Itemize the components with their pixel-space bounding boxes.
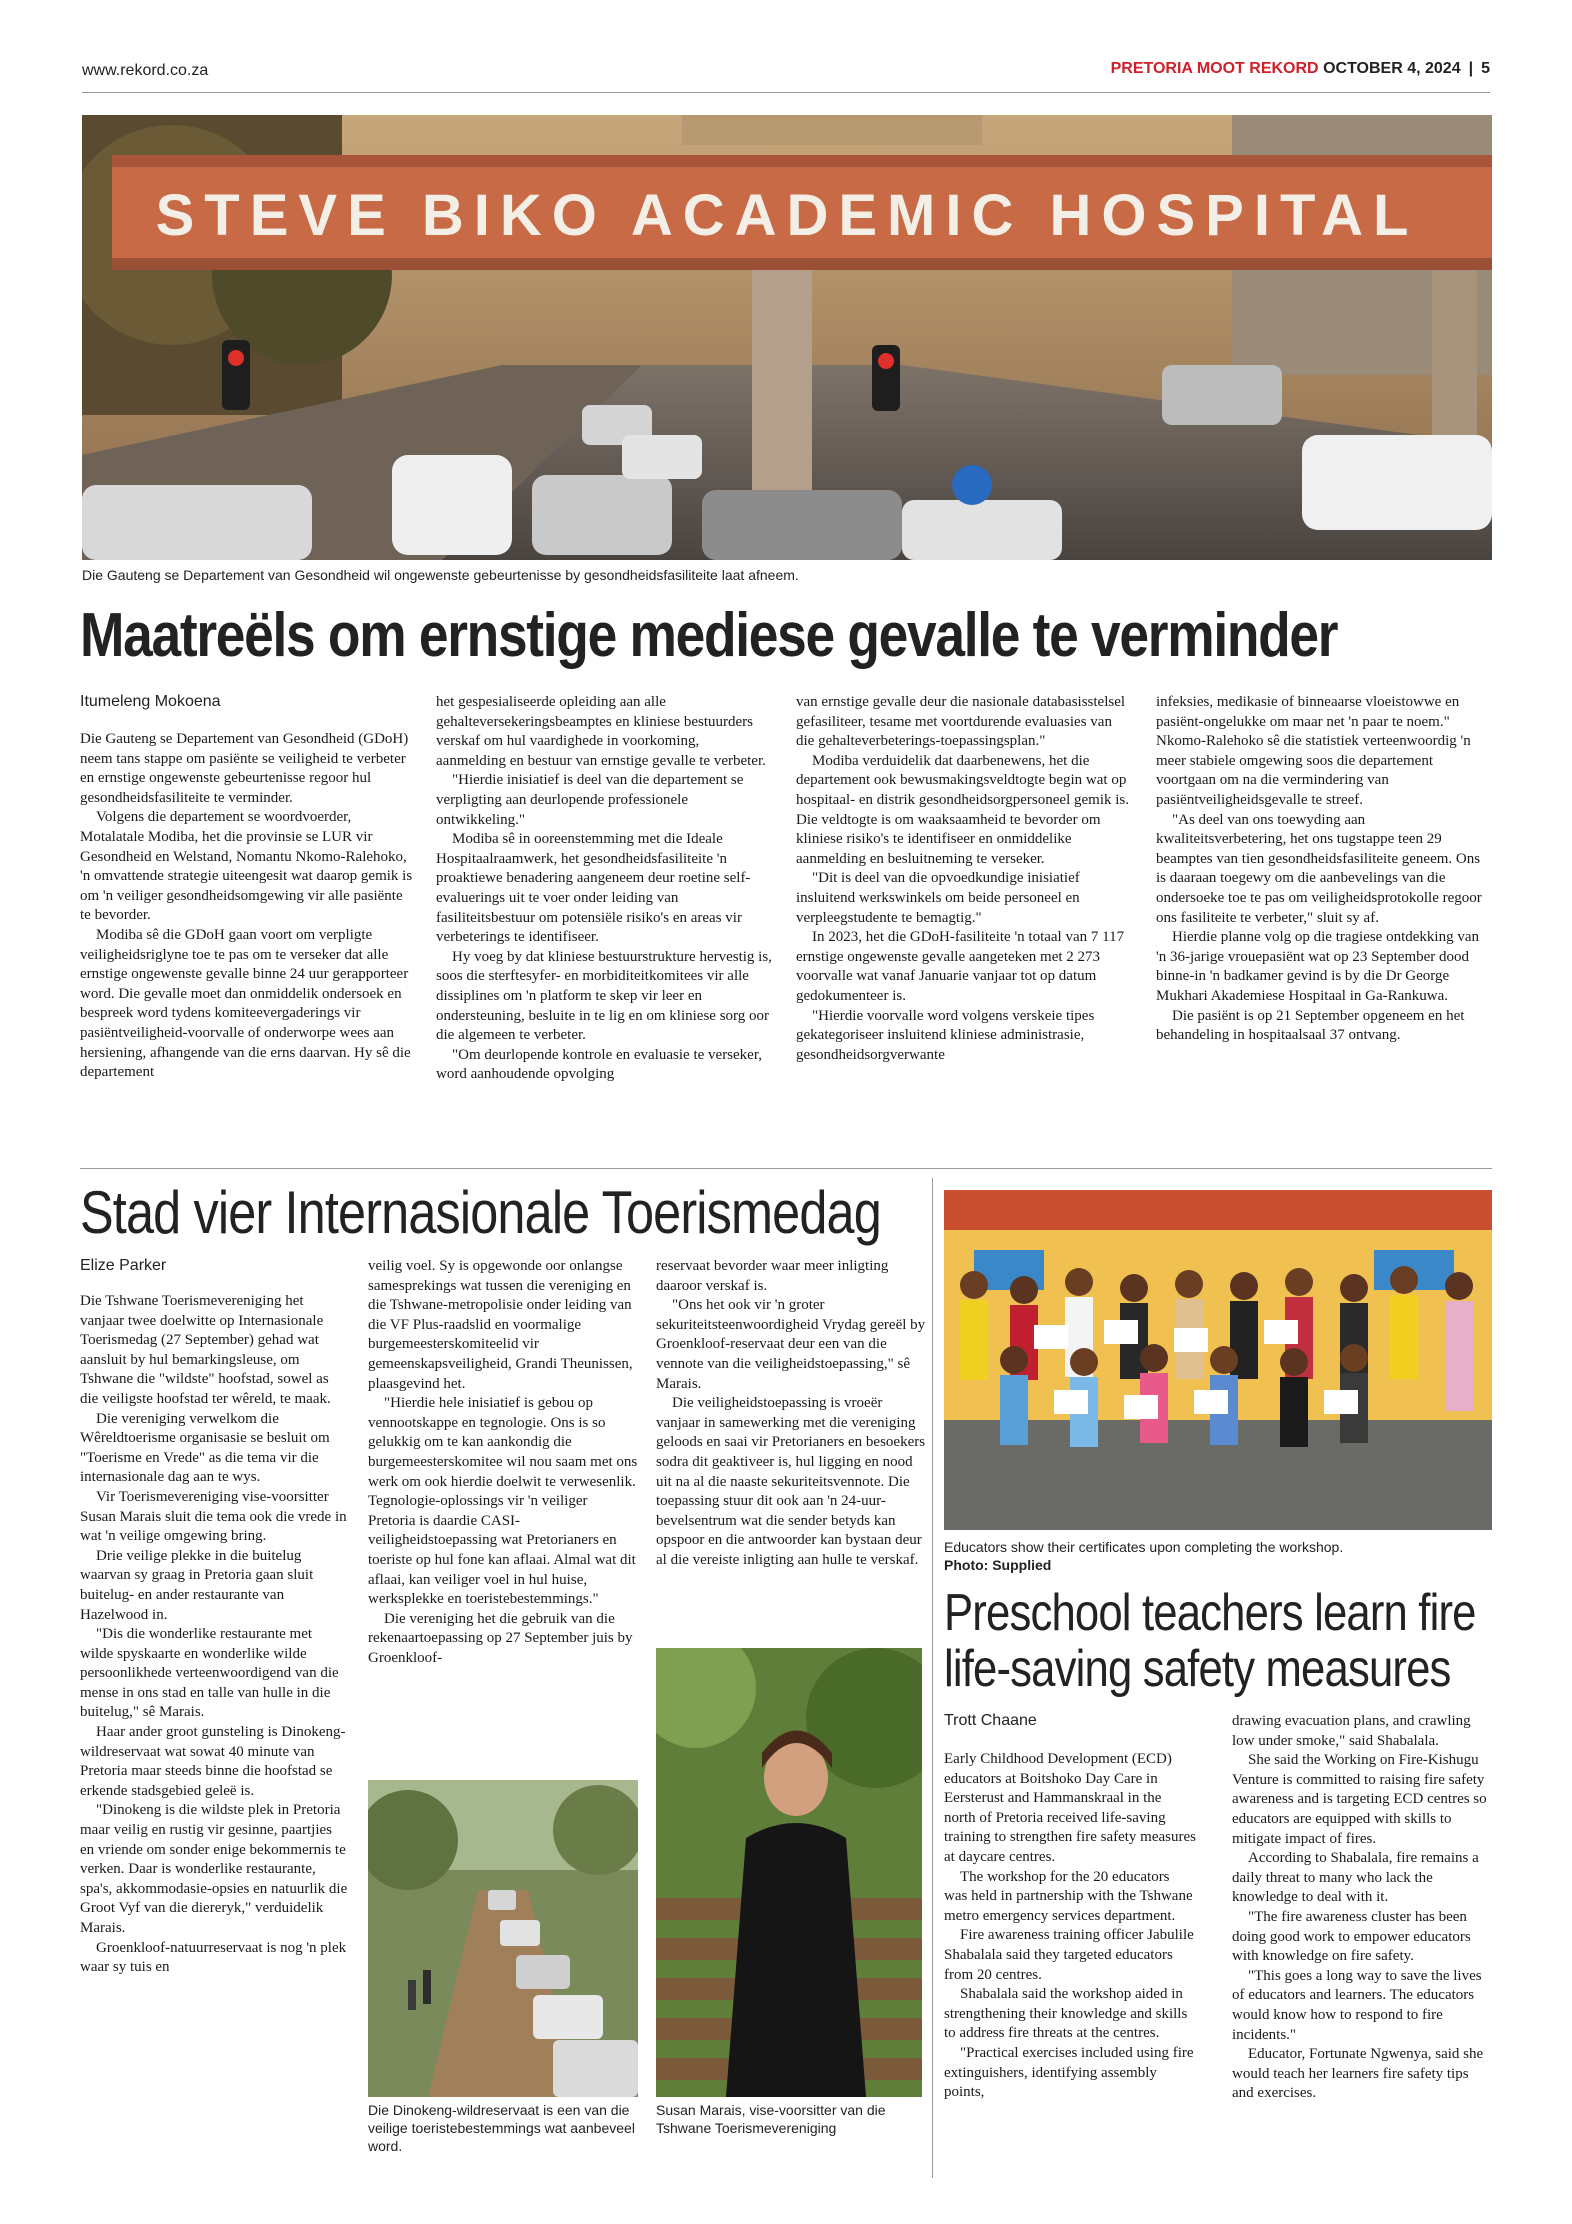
paragraph: She said the Working on Fire-Kishugu Venture is committed to raising fire safety awareness and is targeting ECD centres so educators are equipped with skills to mitigate impact of fires. — [1232, 1752, 1487, 1847]
paragraph: reservaat bevorder waar meer inligting daaroor verskaf is. — [656, 1258, 889, 1294]
paragraph: Haar ander groot gunsteling is Dinokeng-wildreservaat wat sowat 40 minute van Pretoria maar steeds binne die hoofstad se erkende stadsgebied geleë is. — [80, 1724, 346, 1799]
paragraph: Modiba sê die GDoH gaan voort om verpligte veiligheidsriglyne toe te pas om te verseker dat alle ernstige ongewenste gevalle binne 24 uur gerapporteer word. Die gevalle moet dan onmiddelik ondersoek en bespreek word tydens komiteevergaderings vir pasiëntveiligheid-voorvalle of onderworpe wees aan hersiening, afhangende van die erns daarvan. Hy sê die departement — [80, 926, 411, 1081]
fire-column-2 — [1232, 1712, 1492, 2104]
main-byline: Itumeleng Mokoena — [80, 693, 221, 710]
hospital-sign-text: STEVE BIKO ACADEMIC HOSPITAL — [155, 183, 1419, 248]
paragraph: veilig voel. Sy is opgewonde oor onlangse samesprekings wat tussen die vereniging en die Tshwane-metropolisie onder leiding van die VF Plus-raadslid en voormalige burgemeesterskomiteelid vir gemeenskapsveiligheid, Grandi Theunissen, plaasgevind het. — [368, 1258, 633, 1392]
paragraph: Groenkloof-natuurreservaat is nog 'n plek waar sy tuis en — [80, 1939, 347, 1976]
tourism-column-3 — [656, 1257, 926, 1571]
hospital-photo-caption: Die Gauteng se Departement van Gesondheid wil ongewenste gebeurtenisse by gesondheidsfasiliteite laat afneem. — [82, 567, 799, 583]
fire-byline: Trott Chaane — [944, 1712, 1037, 1729]
paragraph: Shabalala said the workshop aided in strengthening their knowledge and skills to address fire threats at the centres. — [944, 1986, 1188, 2042]
dinokeng-photo — [368, 1780, 638, 2097]
paragraph: "Hierdie inisiatief is deel van die departement se verpligting aan deurlopende professionele ontwikkeling." — [436, 772, 744, 828]
paragraph: "Hierdie hele inisiatief is gebou op vennootskappe en tegnologie. Ons is so gelukkig om te kan aankondig die burgemeesterskomitee wil nou saam met ons werk om ook hierdie doelwit te verwesenlik. Tegnologie-oplossings vir 'n veiliger Pretoria is daardie CASI-veiligheidstoepassing wat Pretorianers en toeriste op hul fone kan aflaai. Almal wat dit aflaai, kan veiliger voel in hul huise, werksplekke en toeristebestemmings." — [368, 1395, 638, 1608]
paragraph: Volgens die departement se woordvoerder, Motalatale Modiba, het die provinsie se LUR vir Gesondheid en Welstand, Nomantu Nkomo-Ralehoko, 'n omvattende strategie uiteengesit wat daarop gemik is om 'n veiliger gesondheidsomgewing vir alle pasiënte te bevorder. — [80, 809, 413, 924]
susan-marais-caption: Susan Marais, vise-voorsitter van die Tshwane Toerismevereniging — [656, 2102, 886, 2136]
paragraph: Modiba verduidelik dat daarbenewens, het die departement ook bewusmakingsveldtogte begin wat op hospitaal- en distrik gesondheidsorgpersoneel gemik is. Die veldtogte is om waaksaamheid te bevorder om kliniese risiko's te identifiseer en onmiddelike aanmelding en besluitneming te verseker. — [796, 752, 1129, 867]
paragraph: het gespesialiseerde opleiding aan alle gehalteversekeringsbeamptes en kliniese bestuurders verskaf om hul vaardighede in voorkoming, aanmelding en bestuur van ernstige gevalle te verbeter. — [436, 694, 766, 769]
dinokeng-photo-caption: Die Dinokeng-wildreservaat is een van die veilige toeristebestemmings wat aanbeveel word. — [368, 2102, 635, 2154]
issue-date: OCTOBER 4, 2024 — [1323, 60, 1461, 77]
column-divider — [932, 1178, 933, 2178]
paragraph: "Dinokeng is die wildste plek in Pretoria maar veilig en rustig vir gesinne, paartjies en vriende om sonder enige bekommernis te verken. Daar is wonderlike restaurante, spa's, akkommodasie-opsies en natuurlik die Groot Vyf van die diereryk," verduidelik Marais. — [80, 1802, 348, 1936]
main-column-1 — [80, 730, 416, 1083]
photo-credit: Photo: Supplied — [944, 1557, 1052, 1573]
fire-column-1 — [944, 1750, 1196, 2103]
tourism-headline: Stad vier Internasionale Toerismedag — [80, 1179, 881, 1246]
paragraph: "Ons het ook vir 'n groter sekuriteitsteenwoordigheid Vrydag gereël by Groenkloof-reservaat deur een van die vennote van die veiligheidstoepassing," sê Marais. — [656, 1297, 926, 1392]
paragraph: In 2023, het die GDoH-fasiliteite 'n totaal van 7 117 ernstige ongewenste gevalle aangeteken met 2 273 voorvalle wat vanaf Januarie vanjaar tot op datum gedokumenteer is. — [796, 929, 1125, 1004]
paragraph: Hy voeg by dat kliniese bestuurstrukture hervestig is, soos die sterftesyfer- en morbiditeitkomitees vir alle dissiplines om 'n platform te skep vir leer en ondersteuning, besluite in te lig en om kliniese sorg oor die algemeen te verbeter. — [436, 948, 772, 1044]
paragraph: "Dit is deel van die opvoedkundige inisiatief insluitend werkswinkels om beide personeel en verpleegstudente te bemagtig." — [796, 870, 1080, 926]
paragraph: "Dis die wonderlike restaurante met wilde spyskaarte en wonderlike wilde persoonlikhede verteenwoordigend van die mense in ons stad en talle van hulle in die buitelug," sê Marais. — [80, 1626, 339, 1721]
paragraph: Die vereniging het die gebruik van die rekenaartoepassing op 27 September juis by Groenkloof- — [368, 1610, 633, 1666]
paragraph: Die Tshwane Toerismevereniging het vanjaar twee doelwitte op Internasionale Toerismedag (27 September) gehad wat aansluit by hul bemarkingsleuse, om Tshwane die "wildste" hoofstad, sowel as die veiligste hoofstad ter wêreld, te maak. — [80, 1293, 331, 1407]
paragraph: Hierdie planne volg op die tragiese ontdekking van 'n 36-jarige vrouepasiënt wat op 23 September dood binne-in 'n badkamer gevind is by die Dr George Mukhari Akademiese Hospitaal in Ga-Rankuwa. — [1156, 929, 1479, 1004]
paragraph: "Om deurlopende kontrole en evaluasie te verseker, word aanhoudende opvolging — [436, 1046, 762, 1083]
paragraph: Die veiligheidstoepassing is vroeër vanjaar in samewerking met die vereniging geloods en saai vir Pretorianers en besoekers sodra dit geaktiveer is, hul ligging en nood uit na al die naaste sekuriteitsvennote. Die toepassing stuur dit ook aan 'n 24-uur-bevelsentrum wat die sender betyds kan opspoor en die antwoorder kan bystaan deur al die vereiste inligting aan hulle te verskaf. — [656, 1395, 926, 1568]
main-headline: Maatreëls om ernstige mediese gevalle te verminder — [80, 601, 1338, 670]
tourism-column-2 — [368, 1257, 638, 1668]
paragraph: "As deel van ons toewyding aan kwaliteitsverbetering, het ons tugstappe teen 29 beamptes van tien gesondheidsfasiliteite geneem. Ons is daaraan toegewy om die aanbevelings van die ondersoeke toe te pas om veiligheidsprotokolle regoor ons fasiliteite te verbeter," sluit sy af. — [1156, 811, 1482, 926]
educators-photo — [944, 1190, 1492, 1530]
paragraph: Die Gauteng se Departement van Gesondheid (GDoH) neem tans stappe om pasiënte se veiligheid te verbeter en ernstige ongewenste gebeurtenisse regoor hul gesondheidsfasiliteite te verminder. — [80, 731, 409, 806]
main-column-2 — [436, 693, 772, 1085]
fire-headline: Preschool teachers learn fire life-saving safety measures — [944, 1584, 1476, 1698]
susan-marais-photo — [656, 1648, 922, 2097]
paragraph: The workshop for the 20 educators was held in partnership with the Tshwane metro emergency services department. — [944, 1868, 1193, 1924]
tourism-column-1 — [80, 1292, 348, 1978]
site-url[interactable]: www.rekord.co.za — [82, 62, 209, 79]
paragraph: "Hierdie voorvalle word volgens verskeie tipes gekategoriseer insluitend kliniese administrasie, gesondheidsorgverwante — [796, 1007, 1095, 1063]
page-number: 5 — [1481, 60, 1490, 77]
paragraph: According to Shabalala, fire remains a daily threat to many who lack the knowledge to deal with it. — [1232, 1850, 1479, 1906]
paragraph: Vir Toerismevereniging vise-voorsitter Susan Marais sluit die tema ook die vrede in wat 'n veilige omgewing bring. — [80, 1488, 347, 1545]
publication-name: PRETORIA MOOT REKORD — [1110, 60, 1319, 77]
paragraph: drawing evacuation plans, and crawling low under smoke," said Shabalala. — [1232, 1713, 1471, 1749]
paragraph: "Practical exercises included using fire extinguishers, identifying assembly points, — [944, 2044, 1194, 2101]
paragraph: Educator, Fortunate Ngwenya, said she would teach her learners fire safety tips and exercises. — [1232, 2046, 1484, 2102]
paragraph: Fire awareness training officer Jabulile Shabalala said they targeted educators from 20 centres. — [944, 1927, 1194, 1983]
paragraph: Die pasiënt is op 21 September opgeneem en het behandeling in hospitaalsaal 37 ontvang. — [1156, 1007, 1465, 1044]
paragraph: Die vereniging verwelkom die Wêreldtoerisme organisasie se besluit om "Toerisme en Vrede" as die tema vir die internasionale dag aan te wys. — [80, 1410, 330, 1486]
hospital-photo — [82, 115, 1492, 560]
paragraph: "This goes a long way to save the lives of educators and learners. The educators would know how to respond to fire incidents." — [1232, 1967, 1482, 2043]
header-rule — [82, 92, 1490, 93]
paragraph: Modiba sê in ooreenstemming met die Ideale Hospitaalraamwerk, het gesondheidsfasiliteite 'n proaktiewe benadering aangeneem deur roetine self-evaluerings uit te voer onder leiding van fasiliteitsbestuur om potensiële risiko's en areas vir verbeterings te identifiseer. — [436, 831, 751, 946]
paragraph: van ernstige gevalle deur die nasionale databasisstelsel gefasiliteer, tesame met voortdurende evaluasies van die gehalteverbeterings-toepassingsplan." — [796, 694, 1126, 750]
section-divider — [80, 1168, 1492, 1169]
main-column-4 — [1156, 693, 1492, 1046]
tourism-byline: Elize Parker — [80, 1257, 167, 1274]
page-header-info: PRETORIA MOOT REKORD OCTOBER 4, 2024 | 5 — [1110, 60, 1490, 77]
paragraph: Early Childhood Development (ECD) educators at Boitshoko Day Care in Eersterust and Hammanskraal in the north of Pretoria received life-saving training to strengthen fire safety measures at daycare centres. — [944, 1751, 1196, 1865]
paragraph: "The fire awareness cluster has been doing good work to empower educators with knowledge on fire safety. — [1232, 1908, 1471, 1965]
paragraph: infeksies, medikasie of binneaarse vloeistowwe en pasiënt-ongelukke om maar net 'n paar te noem." Nkomo-Ralehoko sê die statistiek verteenwoordig 'n meer stabiele omgewing soos die departement voortgaan om na die vermindering van pasiëntveiligheidsgevalle te streef. — [1156, 694, 1471, 808]
main-column-3 — [796, 693, 1132, 1065]
paragraph: Drie veilige plekke in die buitelug waarvan sy graag in Pretoria gaan sluit buitelug- en ander restaurante van Hazelwood in. — [80, 1547, 314, 1623]
educators-photo-caption — [944, 1538, 1492, 1574]
educators-caption-text: Educators show their certificates upon completing the workshop. — [944, 1539, 1344, 1555]
